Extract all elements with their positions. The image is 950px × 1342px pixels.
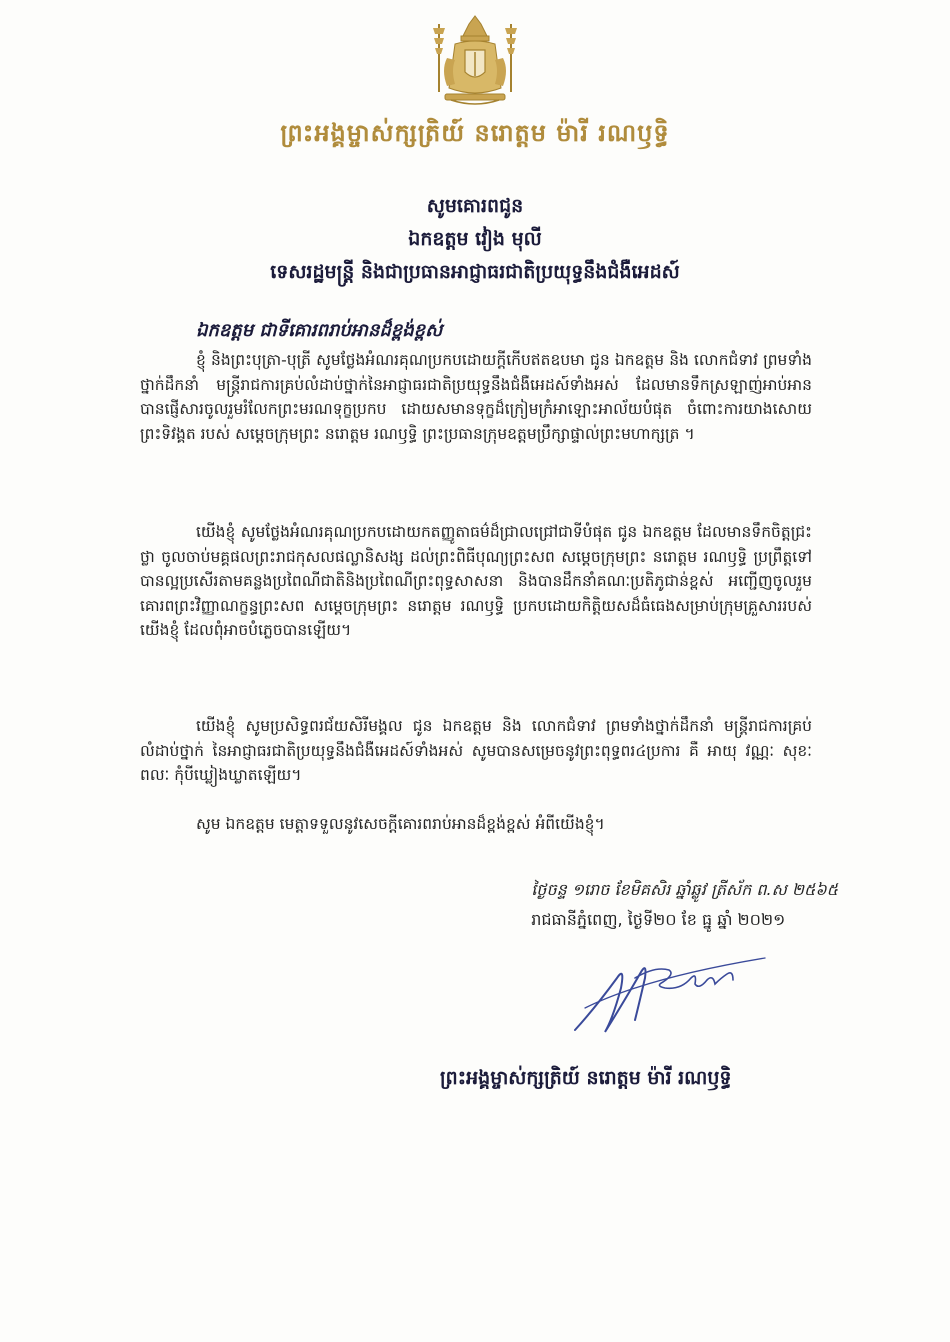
addressee-name: ឯកឧត្តម វៀង មុលី <box>408 228 542 250</box>
paragraph-thanks: ខ្ញុំ និងព្រះបុត្រា-បុត្រី សូមថ្លែងអំណរគុណប្រកបដោយក្តីកើបឥតឧបមា ជូន ឯកឧត្តម និង លោកជំទាវ ព្រមទាំងថ្នាក់ដឹកនាំ មន្ត្រីរាជការគ្រប់លំដាប់ថ្នាក់នៃអាជ្ញាធរជាតិប្រយុទ្ធនឹងជំងឺអេដស៍ទាំងអស់ ដែលមានទឹកស្រឡាញ់អាប់អាន បានផ្ញើសារចូលរួមរំលែកព្រះមរណទុក្ខប្រកប ដោយសមានទុក្ខដ៏ក្រៀមក្រំអាឡោះអាល័យបំផុត ចំពោះការយាងសោយព្រះទិវង្គត របស់ សម្តេចក្រុមព្រះ នរោត្តម រណឫទ្ធិ ព្រះប្រធានក្រុមឧត្តមប្រឹក្សាផ្ទាល់ព្រះមហាក្សត្រ ។ <box>140 351 812 443</box>
royal-crest-icon <box>425 14 525 110</box>
handwritten-signature <box>565 948 770 1038</box>
paragraph-gratitude: យើងខ្ញុំ សូមថ្លែងអំណរគុណប្រកបដោយកតញ្ញូតាធម៌ដ៏ជ្រាលជ្រៅជាទីបំផុត ជូន ឯកឧត្តម ដែលមានទឹកចិត្តជ្រះថ្លា ចូលចាប់មគ្គផលព្រះរាជកុសលផល្លានិសង្ស ដល់ព្រះពិធីបុណ្យព្រះសព សម្តេចក្រុមព្រះ នរោត្តម រណឫទ្ធិ ប្រព្រឹត្តទៅបានល្អប្រសើរតាមគន្លងប្រពៃណីជាតិនិងប្រពៃណីព្រះពុទ្ធសាសនា និងបានដឹកនាំគណៈប្រតិភូជាន់ខ្ពស់ អញ្ជើញចូលរួមគោរពព្រះវិញ្ញាណក្ខន្ធព្រះសព សម្តេចក្រុមព្រះ នរោត្តម រណឫទ្ធិ ប្រកបដោយកិត្តិយសដ៏ធំធេងសម្រាប់ក្រុមគ្រួសាររបស់យើងខ្ញុំ ដែលពុំអាចបំភ្លេចបានឡើយ។ <box>140 523 812 639</box>
signer-name: ព្រះអង្គម្ចាស់ក្សត្រិយ៍ នរោត្តម ម៉ារី រណឫទ្ធិ <box>440 1067 732 1089</box>
addressee-title: ទេសរដ្ឋមន្ត្រី និងជាប្រធានអាជ្ញាធរជាតិប្រយុទ្ធនឹងជំងឺអេដស៍ <box>270 261 680 283</box>
paragraph-closing: សូម ឯកឧត្តម មេត្តាទទួលនូវសេចក្តីគោរពរាប់អានដ៏ខ្ពង់ខ្ពស់ អំពីយើងខ្ញុំ។ <box>196 815 605 833</box>
salutation: ឯកឧត្តម ជាទីគោរពរាប់អានដ៏ខ្ពង់ខ្ពស់ <box>196 320 443 341</box>
addressee-block <box>0 190 950 289</box>
solar-date: រាជធានីភ្នំពេញ, ថ្ងៃទី២០ ខែ ធ្នូ ឆ្នាំ ២០២១ <box>531 910 786 929</box>
date-block <box>531 875 838 935</box>
paragraph-blessing: យើងខ្ញុំ សូមប្រសិទ្ធពរជ័យសិរីមង្គល ជូន ឯកឧត្តម និង លោកជំទាវ ព្រមទាំងថ្នាក់ដឹកនាំ មន្ត្រីរាជការគ្រប់លំដាប់ថ្នាក់ នៃអាជ្ញាធរជាតិប្រយុទ្ធនឹងជំងឺអេដស៍ទាំងអស់ សូមបានសម្រេចនូវព្រះពុទ្ធពរ៤ប្រការ គឺ អាយុ វណ្ណៈ សុខៈ ពលៈ កុំបីឃ្លៀងឃ្លាតឡើយ។ <box>140 717 812 784</box>
letterhead-name: ព្រះអង្គម្ចាស់ក្សត្រិយ៍ នរោត្តម ម៉ារី រណឫទ្ធិ <box>280 119 670 147</box>
lunar-date: ថ្ងៃចន្ទ ១រោច ខែមិគសិរ ឆ្នាំឆ្លូវ ត្រីស័ក ព.ស ២៥៦៥ <box>531 880 838 899</box>
addressee-greeting: សូមគោរពជូន <box>426 195 524 217</box>
